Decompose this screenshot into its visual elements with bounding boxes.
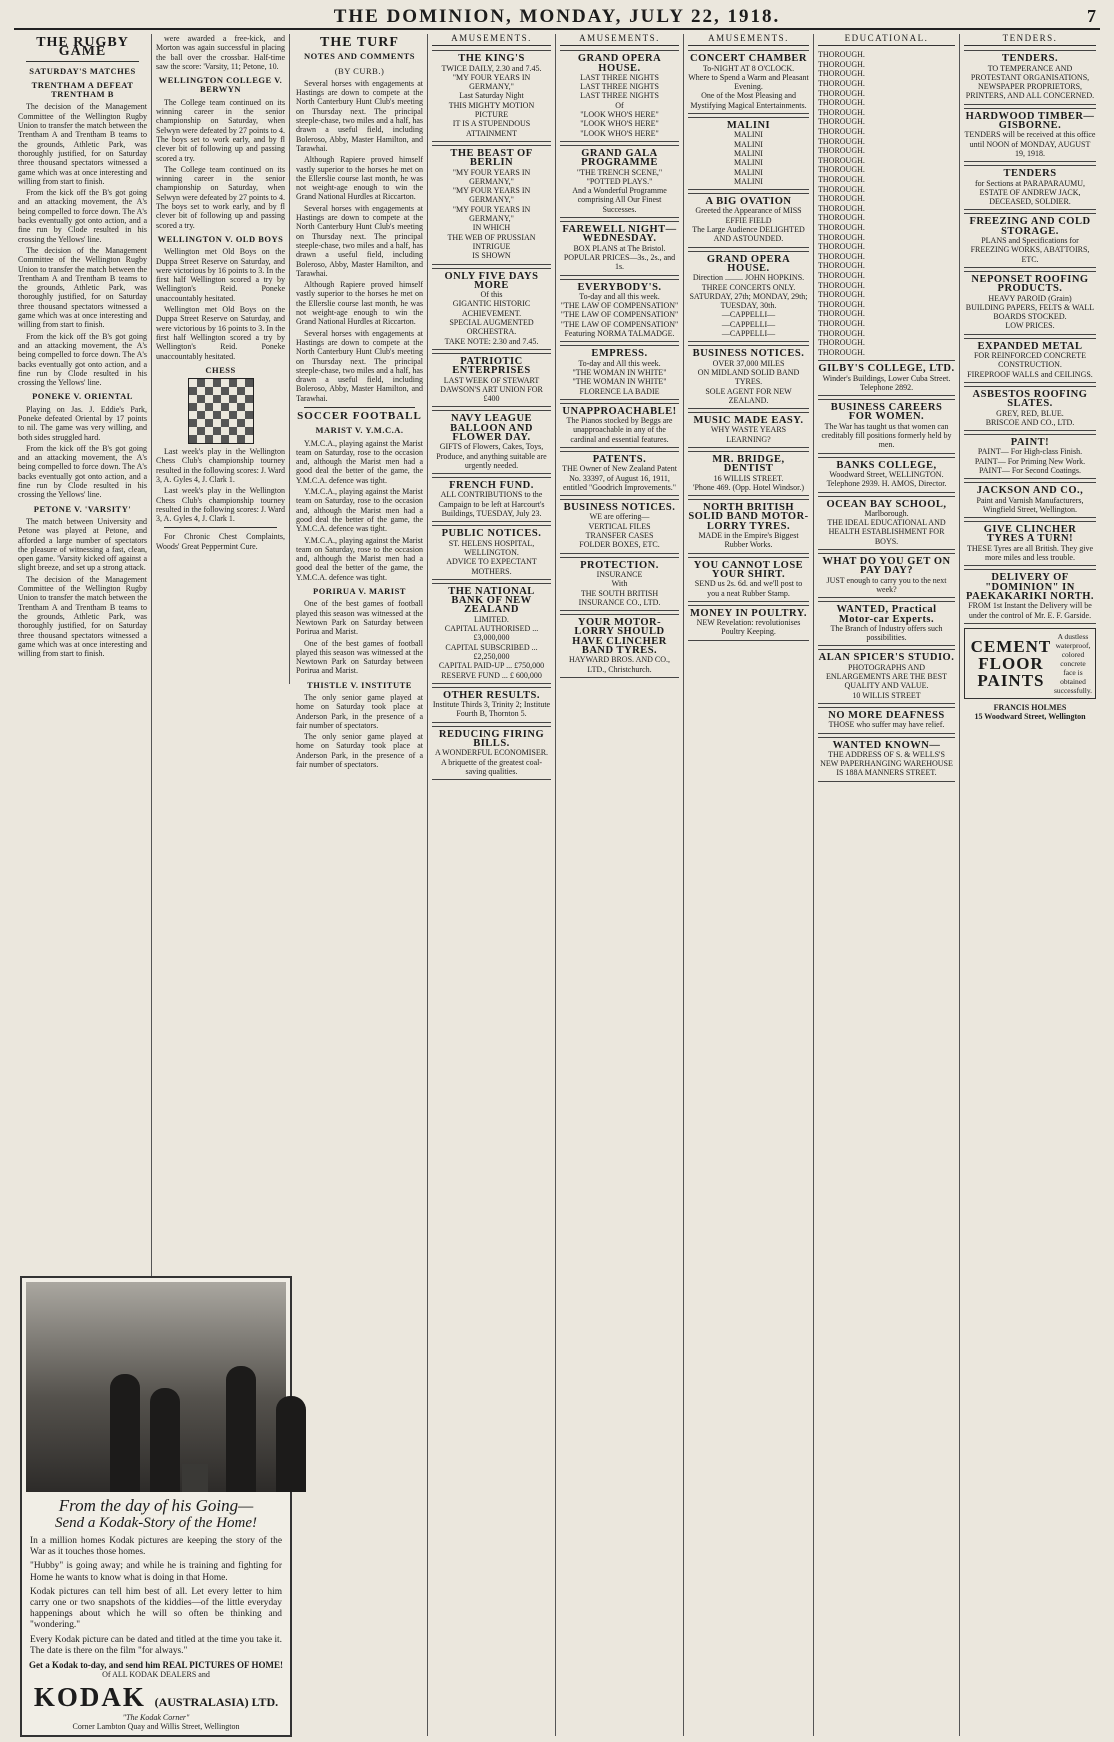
ad-title: NAVY LEAGUE BALLOON AND FLOWER DAY. [450,413,533,443]
ad-title: NORTH BRITISH SOLID BAND MOTOR-LORRY TYRES. [688,502,809,532]
ad-body: PAINT— For High-class Finish. PAINT— For Priming New Work. PAINT— For Second Coatings. [974,447,1086,475]
soccer-subhead-porirua: PORIRUA V. MARIST [313,586,406,597]
turf-paragraph: Several horses with engagements at Hastings are down to compete at the North Canterbury Hunt Club's meeting on Thursday next. The principal steeple-chase, two miles and a half, has drawn a useful field, including Boleroso, Abby, Master Hamilton, and Tarawhai. [296,78,423,153]
ad-title: FRENCH FUND. [449,480,534,492]
thorough-line: THOROUGH. [818,146,865,156]
thorough-line: THOROUGH. [818,98,865,108]
ad-body: NEW Revelation: revolutionises Poultry Keeping. [696,618,801,637]
ad-title: PATRIOTIC ENTERPRISES [452,355,531,377]
ad-body: The War has taught us that women can creditably fill positions formerly held by men. [821,421,952,450]
kodak-slogan: From the day of his Going— [58,1496,254,1515]
ad-body: Woodward Street, WELLINGTON. Telephone 2939. H. AMOS, Director. [826,469,947,489]
ad-title: PAINT! [1010,437,1050,449]
cement-floor-paints-ad [964,628,1096,699]
advertisement [432,268,551,350]
advertisement [432,353,551,407]
ad-body: "THE TRENCH SCENE," "POTTED PLAYS." And a Wonderful Programme comprising All Our Finest Successes. [572,167,667,214]
thorough-line: THOROUGH. [818,280,865,290]
kodak-advertisement [20,1270,292,1732]
ad-body: The Branch of Industry offers such possibilities. [830,623,943,643]
rugby-paragraph: The College team continued on its winning career in the senior championship on Saturday, when Selwyn were defeated by 27 points to 4. The boys set to work early, and by fl clever bit of following up and passing scored a try. [156,97,285,163]
ad-body: INSURANCE With THE SOUTH BRITISH INSURANCE CO., LTD. [578,569,661,607]
rugby-heading: THE RUGBY GAME [36,35,129,60]
thorough-line: THOROUGH. [818,299,865,309]
thorough-line: THOROUGH. [818,127,865,137]
ad-title: THE KING'S [458,53,525,65]
thorough-line: THOROUGH. [818,242,865,252]
advertisement [688,499,809,553]
soccer-subhead-thistle: THISTLE V. INSTITUTE [307,679,412,690]
advertisement [432,50,551,142]
college-subhead: WELLINGTON COLLEGE V. BERWYN [158,75,283,95]
ad-title: BUSINESS CAREERS FOR WOMEN. [830,402,943,423]
chess-board-icon [188,378,254,444]
column-educational [814,34,960,1736]
ad-body: LIMITED. CAPITAL AUTHORISED ... £3,000,000 CAPITAL SUBSCRIBED ... £2,250,000 CAPITAL PAID-UP ... £750,000 RESERVE FUND ... £ 600,000 [438,614,545,680]
ad-body: MADE in the Empire's Biggest Rubber Works. [698,531,799,550]
kodak-address: Corner Lambton Quay and Willis Street, Wellington [72,1722,240,1732]
thorough-line: THOROUGH. [818,347,865,357]
advertisement [688,251,809,343]
advertisement [560,499,679,553]
thorough-line: THOROUGH. [818,136,865,146]
kodak-copy: In a million homes Kodak pictures are keeping the story of the War as it touches those homes. [30,1536,282,1558]
ad-body: THE ADDRESS OF S. & WELLS'S NEW PAPERHANGING WAREHOUSE IS 188A MANNERS STREET. [820,749,953,778]
ad-body: WHY WASTE YEARS LEARNING? [710,425,787,444]
kodak-copy: Kodak pictures can tell him best of all. Let every letter to him carry one or two snapshots of the kiddies—of the little everyday happenings about which he will so often be thinking and "wondering." [30,1586,282,1631]
ad-title: NO MORE DEAFNESS [828,709,945,721]
turf-subhead: NOTES AND COMMENTS [303,51,415,62]
thorough-line: THOROUGH. [818,251,865,261]
ad-title: OTHER RESULTS. [442,689,541,701]
thorough-line: THOROUGH. [818,290,865,300]
ad-title: TENDERS [1003,168,1057,180]
thorough-line: THOROUGH. [818,50,865,60]
ad-body: To-day and All this week. "THE WOMAN IN WHITE" "THE WOMAN IN WHITE" FLORENCE LA BADIE [572,358,667,396]
turf-paragraph: Several horses with engagements at Hastings are down to compete at the North Canterbury Hunt Club's meeting on Thursday next. The principal steeple-chase, two miles and a half, has drawn a useful field, including Boleroso, Abby, Master Hamilton, and Tarawhai. [296,203,423,278]
advertisement [964,338,1096,383]
ad-title: GRAND GALA PROGRAMME [581,147,658,169]
thorough-line: THOROUGH. [818,261,865,271]
rugby-paragraph: Playing on Jas. J. Eddie's Park, Poneke defeated Oriental by 17 points to nil. The game was very willing, and both sides struggled hard. [18,404,147,442]
peppermint-notice: For Chronic Chest Complaints, Woods' Great Peppermint Cure. [156,532,285,551]
advertisement [964,50,1096,104]
divider [164,527,277,528]
advertisement [964,521,1096,566]
ad-title: EVERYBODY'S. [577,281,662,293]
thorough-line: THOROUGH. [818,318,865,328]
advertisement [964,108,1096,162]
advertisement [560,345,679,399]
advertisement [964,482,1096,518]
advertisement [560,50,679,142]
ad-body: PHOTOGRAPHS AND ENLARGEMENTS ARE THE BEST QUALITY AND VALUE. 10 WILLIS STREET [826,662,947,700]
advertisement [432,525,551,579]
ad-body: GIFTS of Flowers, Cakes, Toys, Produce, and anything suitable are urgently needed. [436,442,547,470]
ad-title: ALAN SPICER'S STUDIO. [818,652,955,664]
rugby-paragraph: Wellington met Old Boys on the Duppa Street Reserve on Saturday, and were victorious by 16 points to 3. In the first half Wellington scored a try by Wellington's Reid. Poneke unaccountably hesitated. [156,247,285,303]
kodak-offer: Get a Kodak to-day, and send him REAL PICTURES OF HOME! [29,1660,283,1671]
column-rugby-continued [152,34,290,684]
thorough-list [818,50,955,357]
ad-title: REDUCING FIRING BILLS. [438,728,545,749]
ad-body: SEND us 2s. 6d. and we'll post to you a neat Rubber Stamp. [694,579,803,598]
ad-title: OCEAN BAY SCHOOL, [826,498,947,510]
thorough-line: THOROUGH. [818,155,865,165]
ad-title: JACKSON AND CO., [976,485,1084,497]
ad-title: ONLY FIVE DAYS MORE [444,270,539,291]
ad-body: JUST enough to carry you to the next week? [826,575,947,594]
advertisement [432,477,551,522]
rugby-paragraph: were awarded a free-kick, and Morton was again successful in placing the ball over the crossbar. Half-time saw the score: 'Varsity, 11; Petone, 10. [156,34,285,71]
advertisement [964,271,1096,335]
ad-title: WANTED, Practical Motor-car Experts. [836,604,937,625]
advertisement [432,583,551,684]
thorough-line: THOROUGH. [818,165,865,175]
ad-title: EXPANDED METAL [977,340,1083,352]
advertisement [432,145,551,265]
ad-body: To-NIGHT AT 8 O'CLOCK. Where to Spend a Warm and Pleasant Evening. One of the Most Pleasing and Mystifying Magical Entertainments. [688,63,809,110]
cement-footer: FRANCIS HOLMES 15 Woodward Street, Wellington [974,702,1086,722]
advertisement [560,279,679,343]
ad-title: NEPONSET ROOFING PRODUCTS. [971,273,1089,295]
ad-title: THE BEAST OF BERLIN [450,147,533,169]
kodak-dealers: Of ALL KODAK DEALERS and [102,1670,210,1680]
divider [304,407,415,408]
ad-title: MONEY IN POULTRY. [690,607,807,619]
ad-list [688,50,809,640]
thorough-line: THOROUGH. [818,175,865,185]
ad-title: THE NATIONAL BANK OF NEW ZEALAND [448,585,535,616]
ad-body: BOX PLANS at The Bristol. POPULAR PRICES—3s., 2s., and 1s. [563,243,676,272]
soccer-paragraph: The only senior game played at home on Saturday took place at Anderson Park, in the presence of a fair number of spectators. [296,732,423,770]
rugby-paragraph: The decision of the Management Committee of the Wellington Rugby Union to transfer the match between the Trentham A and Trentham B teams to the grounds, Athletic Park, was thoroughly justified, for on Saturday three thousand spectators witnessed a game which was at once interesting and willing from start to finish. [18,245,147,330]
advertisement [964,165,1096,210]
ad-title: WANTED KNOWN— [832,739,941,751]
ad-title: ASBESTOS ROOFING SLATES. [972,388,1088,410]
kodak-copy: "Hubby" is going away; and while he is training and fighting for Home he wants to know what is doing in that Home. [30,1561,282,1583]
ad-body: MALINI MALINI MALINI MALINI MALINI MALINI [734,130,763,186]
turf-paragraph: Although Rapiere proved himself vastly superior to the horses he met on the Ellerslie course last month, he was not weight-age enough to win the Grand National Hurdles at Riccarton. [296,280,423,327]
cement-description: A dustless waterproof, colored concrete face is obtained successfully. [1053,631,1092,695]
thorough-line: THOROUGH. [818,270,865,280]
ad-title: MUSIC MADE EASY. [693,415,804,427]
turf-paragraph: Although Rapiere proved himself vastly superior to the horses he met on the Ellerslie course last month, he was not weight-age enough to win the Grand National Hurdles at Riccarton. [296,155,423,202]
ad-body: WE are offering— VERTICAL FILES TRANSFER CASES FOLDER BOXES, ETC. [579,512,660,550]
oldboys-subhead: WELLINGTON V. OLD BOYS [157,233,284,244]
kodak-brand-name: KODAK [33,1682,146,1713]
thorough-line: THOROUGH. [818,59,865,69]
ad-title: GIVE CLINCHER TYRES A TURN! [983,524,1077,545]
advertisement [818,360,955,396]
ad-body: 16 WILLIS STREET. 'Phone 469. (Opp. Hotel Windsor.) [693,473,804,492]
ad-title: BUSINESS NOTICES. [563,502,676,514]
soccer-paragraph: Y.M.C.A., playing against the Marist team on Saturday, rose to the occasion and, although the Marist men had a good deal the better of the game, the Y.M.C.A. defence was tight. [296,487,423,534]
column-heading: AMUSEMENTS. [432,34,551,46]
turf-paragraph: Several horses with engagements at Hastings are down to compete at the North Canterbury Hunt Club's meeting on Thursday next. The principal steeple-chase, two miles and a half, has drawn a useful field, including Boleroso, Abby, Master Hamilton, and Tarawhai. [296,328,423,403]
masthead-title: THE DOMINION, MONDAY, JULY 22, 1918. [333,6,781,27]
advertisement [432,410,551,474]
rugby-paragraph: The match between University and Petone was played at Petone, and afforded a large number of spectators the pleasure of witnessing a fast, clean, open game. 'Varsity kicked off against a slight breeze, and set up a strong attack. [18,516,147,573]
column-turf [292,34,428,1736]
masthead [14,6,1100,30]
column-tenders [960,34,1100,1736]
ad-title: GRAND OPERA HOUSE. [577,53,662,74]
soccer-subhead-marist: MARIST V. Y.M.C.A. [315,425,404,436]
advertisement [688,345,809,409]
soccer-heading: SOCCER FOOTBALL [297,409,422,422]
kodak-photo-illustration [26,1282,286,1492]
ad-body: TO TEMPERANCE AND PROTESTANT ORGANISATIONS, NEWSPAPER PROPRIETORS, PRINTERS, AND ALL CONCERNED. [965,63,1095,101]
ad-title: YOU CANNOT LOSE YOUR SHIRT. [693,559,804,580]
page-number: 7 [1087,6,1098,26]
column-heading: AMUSEMENTS. [560,34,679,46]
ad-body: OVER 37,000 MILES ON MIDLAND SOLID BAND TYRES. SOLE AGENT FOR NEW ZEALAND. [697,358,800,405]
thorough-line: THOROUGH. [818,107,865,117]
advertisement [560,451,679,496]
ad-title: YOUR MOTOR-LORRY SHOULD HAVE CLINCHER BAND TYRES. [572,617,667,657]
thorough-line: THOROUGH. [818,328,865,338]
ad-body: TWICE DAILY, 2.30 and 7.45. "MY FOUR YEARS IN GERMANY," Last Saturday Night THIS MIGHTY MOTION PICTURE IT IS A STUPENDOUS ATTAINMENT [441,63,542,138]
ad-body: FOR REINFORCED CONCRETE CONSTRUCTION. FIREPROOF WALLS and CEILINGS. [967,351,1093,379]
rugby-subhead-petone: PETONE V. 'VARSITY' [33,503,132,514]
advertisement [818,457,955,493]
rugby-subhead-poneke: PONEKE V. ORIENTAL [32,391,133,402]
chess-paragraph: Last week's play in the Wellington Chess Club's championship tourney resulted in the following scores: J. Ward 3, A. Gyles 4, J. Clark 1. [156,447,285,484]
ad-body: ST. HELENS HOSPITAL, WELLINGTON. ADVICE TO EXPECTANT MOTHERS. [446,538,537,576]
advertisement [818,399,955,453]
soccer-paragraph: One of the best games of football played this season was witnessed at the Newtown Park on Saturday between Porirua and Marist. [296,599,423,637]
ad-title: FAREWELL NIGHT—WEDNESDAY. [562,224,677,245]
rugby-paragraph: From the kick off the B's got going and an attacking movement, the A's being compelled to force down. The A's backs eventually got onto action, and a fine run by Clode resulted in his crossing the Yellows' line. [18,443,147,500]
advertisement [688,412,809,448]
advertisement [560,145,679,218]
ad-body: Of this GIGANTIC HISTORIC ACHIEVEMENT. SPECIAL AUGMENTED ORCHESTRA. TAKE NOTE: 2.30 and 7.45. [444,290,539,346]
column-heading: AMUSEMENTS. [688,34,809,46]
cement-title: CEMENT FLOOR PAINTS [970,636,1052,690]
ad-title: TENDERS. [1001,53,1059,65]
advertisement [818,737,955,782]
ad-body: THOSE who suffer may have relief. [828,720,945,730]
advertisement [432,726,551,780]
ad-title: WHAT DO YOU GET ON PAY DAY? [822,556,951,577]
rugby-paragraph: From the kick off the B's got going and an attacking movement, the A's being compelled to force down. The A's backs eventually got onto action, and a fine run by Clode resulted in his crossing the Yellows' line. [18,331,147,388]
thorough-line: THOROUGH. [818,232,865,242]
kodak-tag: "The Kodak Corner" [122,1713,190,1723]
thorough-line: THOROUGH. [818,184,865,194]
ad-body: for Sections at PARAPARAUMU, ESTATE OF ANDREW JACK, DECEASED, SOLDIER. [974,178,1086,207]
ad-list [964,50,1096,624]
advertisement [964,386,1096,431]
ad-body: Greeted the Appearance of MISS EFFIE FIELD The Large Audience DELIGHTED AND ASTOUNDED. [692,206,805,244]
advertisement [818,496,955,550]
chess-subhead: CHESS [205,364,236,375]
ad-body: "MY FOUR YEARS IN GERMANY," "MY FOUR YEARS IN GERMANY," "MY FOUR YEARS IN GERMANY," IN WHICH THE WEB OF PRUSSIAN INTRIGUE IS SHOWN [447,167,536,261]
ad-body: LAST THREE NIGHTS LAST THREE NIGHTS LAST THREE NIGHTS Of "LOOK WHO'S HERE" "LOOK WHO'S HERE" "LOOK WHO'S HERE" [580,72,659,138]
soccer-paragraph: Y.M.C.A., playing against the Marist team on Saturday, rose to the occasion and, although the Marist men had a good deal the better of the game, the Y.M.C.A. defence was tight. [296,438,423,485]
ad-body: GREY, RED, BLUE. BRISCOE AND CO., LTD. [985,408,1075,427]
advertisement [818,649,955,703]
ad-list [560,50,679,678]
ad-body: Winder's Buildings, Lower Cuba Street. Telephone 2892. [822,373,951,392]
rugby-subhead-trentham: TRENTHAM A DEFEAT TRENTHAM B [31,79,134,100]
ad-body: ALL CONTRIBUTIONS to the Campaign to be left at Harcourt's Buildings, TUESDAY, July 23. [438,490,545,519]
ad-title: PUBLIC NOTICES. [441,528,542,540]
ad-body: TENDERS will be received at this office until NOON of MONDAY, AUGUST 19, 1918. [964,130,1096,158]
thorough-line: THOROUGH. [818,309,865,319]
kodak-brand-sub: (AUSTRALASIA) LTD. [154,1695,279,1710]
rugby-paragraph: From the kick off the B's got going and an attacking movement, the A's being compelled to force down. The A's backs eventually got onto action, and a fine run by Clode resulted in his crossing the Yellows' line. [18,188,147,244]
ad-title: FREEZING AND COLD STORAGE. [969,216,1091,237]
rugby-paragraph: Wellington met Old Boys on the Duppa Street Reserve on Saturday, and were victorious by 16 points to 3. In the first half Wellington scored a try by Wellington's Reid. Poneke unaccountably hesitated. [156,305,285,361]
ad-body: Paint and Varnish Manufacturers, Wingfield Street, Wellington. [976,495,1084,514]
ad-body: LAST WEEK OF STEWART DAWSON'S ART UNION FOR £400 [440,375,543,404]
thorough-line: THOROUGH. [818,88,865,98]
ad-list [432,50,551,780]
advertisement [688,451,809,496]
ad-title: CONCERT CHAMBER [690,53,807,65]
column-heading: EDUCATIONAL. [818,34,955,46]
thorough-line: THOROUGH. [818,203,865,213]
ad-title: A BIG OVATION [705,196,792,208]
soccer-paragraph: One of the best games of football played this season was witnessed at the Newtown Park on Saturday between Porirua and Marist. [296,638,423,676]
column-amusements-1 [428,34,556,1736]
thorough-line: THOROUGH. [818,338,865,348]
ad-body: HAYWARD BROS. AND CO., LTD., Christchurch. [568,655,671,674]
kodak-copy: Every Kodak picture can be dated and titled at the time you take it. The date is there on the film "for always." [30,1634,282,1656]
thorough-line: THOROUGH. [818,213,865,223]
kodak-slogan-sub: Send a Kodak-Story of the Home! [54,1515,258,1531]
soccer-paragraph: The only senior game played at home on Saturday took place at Anderson Park, in the presence of a fair number of spectators. [296,693,423,730]
ad-body: The Pianos stocked by Beggs are unapproachable in any of the cardinal and essential features. [566,416,673,444]
advertisement [818,553,955,598]
rugby-paragraph: The decision of the Management Committee of the Wellington Rugby Union to transfer the match between the Trentham A and Trentham B teams to the grounds, Athletic Park, was thoroughly justified, for on Saturday three thousand spectators witnessed a game which was at once interesting and willing from start to finish. [18,102,147,186]
thorough-line: THOROUGH. [818,222,865,232]
advertisement [818,601,955,646]
column-heading: TENDERS. [964,34,1096,46]
ad-body: To-day and all this week. "THE LAW OF COMPENSATION" "THE LAW OF COMPENSATION" "THE LAW OF COMPENSATION" Featuring NORMA TALMADGE. [560,291,679,339]
advertisement [688,117,809,190]
thorough-line: THOROUGH. [818,194,865,204]
advertisement [964,569,1096,623]
ad-title: MR. BRIDGE, DENTIST [712,453,785,475]
advertisement [560,221,679,275]
column-amusements-2 [556,34,684,1736]
thorough-line: THOROUGH. [818,79,865,89]
ad-body: A WONDERFUL ECONOMISER. A briquette of the greatest coal-saving qualities. [434,748,549,776]
advertisement [560,403,679,448]
advertisement [964,213,1096,267]
ad-title: BANKS COLLEGE, [836,459,937,471]
column-amusements-3 [684,34,814,1736]
soccer-paragraph: Y.M.C.A., playing against the Marist team on Saturday, rose to the occasion and, although the Marist men had a good deal the better of the game, the Y.M.C.A. defence was tight. [296,535,423,582]
ad-list [818,360,955,781]
ad-body: Marlborough. THE IDEAL EDUCATIONAL AND HEALTH ESTABLISHMENT FOR BOYS. [827,508,946,546]
advertisement [818,707,955,734]
advertisement [688,605,809,641]
ad-body: THE Owner of New Zealand Patent No. 33397, of August 16, 1911, entitled "Goodrich Improvements." [562,464,677,492]
chess-paragraph: Last week's play in the Wellington Chess Club's championship tourney resulted in the following scores: J. Ward 3, A. Gyles 4, J. Clark 1. [156,486,285,524]
advertisement [560,557,679,611]
ad-body: PLANS and Specifications for FREEZING WORKS, ABATTOIRS, ETC. [970,236,1090,264]
ad-body: THESE Tyres are all British. They give more miles and less trouble. [966,543,1093,563]
ad-title: EMPRESS. [591,348,648,360]
ad-body: Direction ......... JOHN HOPKINS. THREE CONCERTS ONLY. SATURDAY, 27th; MONDAY, 29th; TUESDAY, 30th. —CAPPELLI— —CAPPELLI— —CAPPELLI— [689,273,808,339]
kodak-brand [26,1682,286,1713]
ad-body: HEAVY PAROID (Grain) BUILDING PAPERS, FELTS & WALL BOARDS STOCKED. LOW PRICES. [965,293,1095,331]
advertisement [432,687,551,723]
thorough-line: THOROUGH. [818,117,865,127]
rugby-paragraph: The College team continued on its winning career in the senior championship on Saturday, when Selwyn were defeated by 27 points to 4. The boys set to work early, and by fl clever bit of following up and passing scored a try. [156,164,285,230]
ad-title: PROTECTION. [580,559,659,571]
ad-title: DELIVERY OF "DOMINION" IN PAEKAKARIKI NORTH. [965,572,1095,602]
advertisement [688,193,809,247]
turf-heading: THE TURF [320,35,399,50]
turf-byline: (BY CURB.) [334,65,385,76]
advertisement [688,50,809,114]
rugby-paragraph: The decision of the Management Committee of the Wellington Rugby Union to transfer the match between the Trentham A and Trentham B teams to the grounds, Athletic Park, was thoroughly justified, for on Saturday three thousand spectators witnessed a game which was at once interesting and willing from start to finish. [18,574,147,659]
advertisement [560,614,679,678]
ad-title: MALINI [726,120,771,132]
ad-title: UNAPPROACHABLE! [562,405,677,417]
ad-title: PATENTS. [592,453,647,465]
ad-body: FROM 1st Instant the Delivery will be under the control of Mr. E. F. Garside. [968,601,1092,620]
ad-title: BUSINESS NOTICES. [692,348,805,360]
rugby-subhead-saturday: SATURDAY'S MATCHES [29,65,136,76]
divider [26,61,139,62]
ad-title: HARDWOOD TIMBER—GISBORNE. [965,110,1095,132]
advertisement [688,557,809,602]
ad-title: GILBY'S COLLEGE, LTD. [818,363,955,375]
ad-body: Institute Thirds 3, Trinity 2; Institute Fourth B, Thornton 5. [432,700,551,719]
ad-title: GRAND OPERA HOUSE. [706,253,791,274]
thorough-line: THOROUGH. [818,69,865,79]
advertisement [964,434,1096,479]
